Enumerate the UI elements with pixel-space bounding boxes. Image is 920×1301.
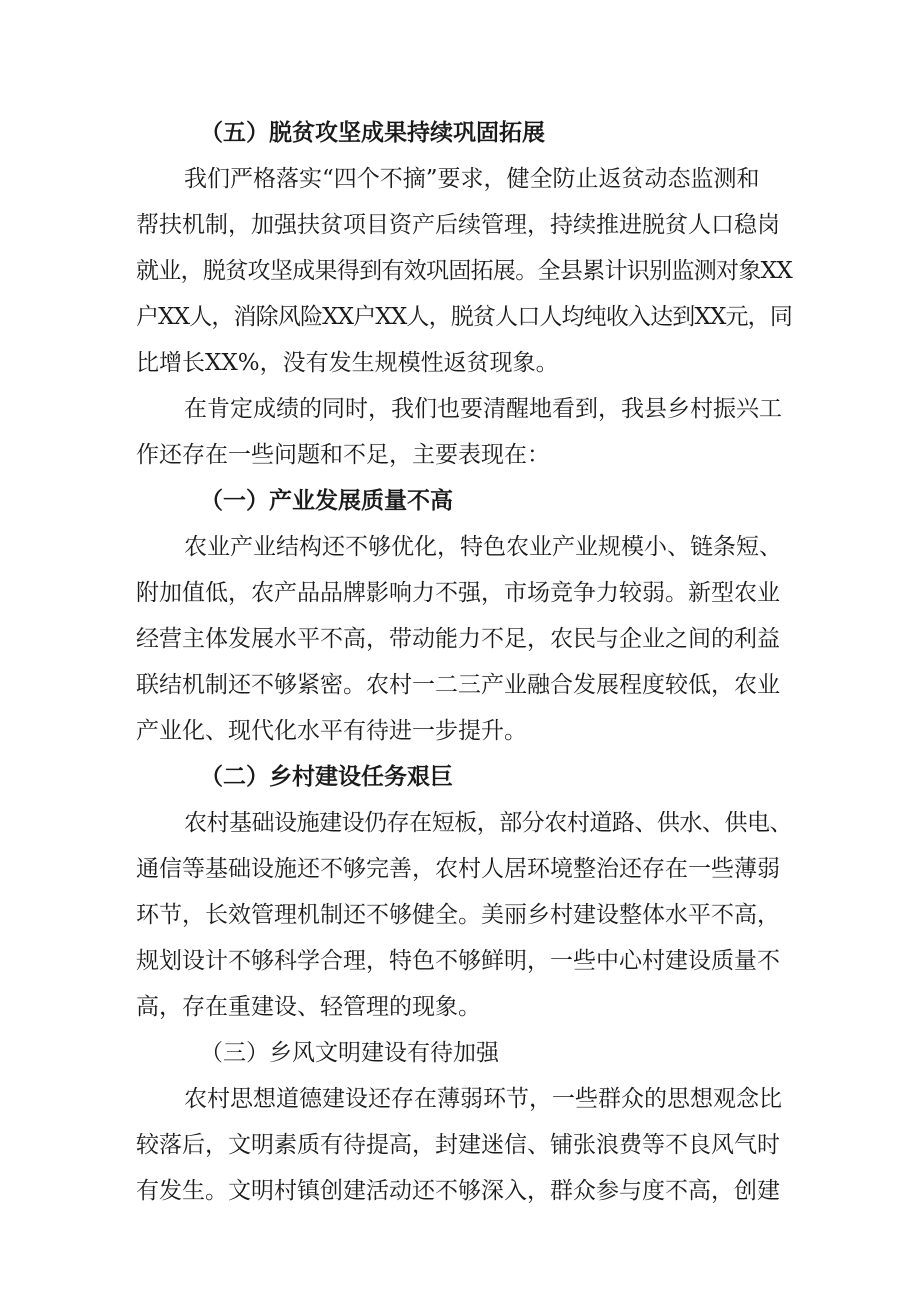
- section-heading: （五）脱贫攻坚成果持续巩固拓展: [200, 119, 545, 146]
- paragraph-line: 联结机制还不够紧密。农村一二三产业融合发展程度较低，农业: [136, 672, 780, 698]
- paragraph-line: 户XX人，消除风险XX户XX人，脱贫人口人均纯收入达到XX元，同: [136, 304, 792, 330]
- paragraph-line: 农村思想道德建设还存在薄弱环节，一些群众的思想观念比: [184, 1086, 782, 1112]
- paragraph-line: 我们严格落实“四个不摘”要求，健全防止返贫动态监测和: [184, 166, 760, 192]
- paragraph-line: 比增长XX%，没有发生规模性返贫现象。: [136, 350, 559, 376]
- paragraph-line: 附加值低，农产品品牌影响力不强，市场竞争力较弱。新型农业: [136, 580, 780, 606]
- paragraph-line: 环节，长效管理机制还不够健全。美丽乡村建设整体水平不高，: [136, 902, 780, 928]
- paragraph-line: 通信等基础设施还不够完善，农村人居环境整治还存在一些薄弱: [136, 856, 780, 882]
- document-body: [136, 110, 792, 1214]
- section-heading: （一）产业发展质量不高: [200, 487, 453, 514]
- paragraph-line: 规划设计不够科学合理，特色不够鲜明，一些中心村建设质量不: [136, 948, 780, 974]
- paragraph-line: 较落后，文明素质有待提高，封建迷信、铺张浪费等不良风气时: [136, 1132, 780, 1158]
- paragraph-line: 农业产业结构还不够优化，特色农业产业规模小、链条短、: [184, 534, 782, 560]
- paragraph-line: 产业化、现代化水平有待进一步提升。: [136, 718, 527, 744]
- paragraph-line: 帮扶机制，加强扶贫项目资产后续管理，持续推进脱贫人口稳岗: [136, 212, 780, 238]
- paragraph-line: 作还存在一些问题和不足，主要表现在：: [136, 442, 550, 468]
- paragraph-line: 在肯定成绩的同时，我们也要清醒地看到，我县乡村振兴工: [184, 396, 782, 422]
- paragraph-line: 经营主体发展水平不高，带动能力不足，农民与企业之间的利益: [136, 626, 780, 652]
- paragraph-line: 高，存在重建设、轻管理的现象。: [136, 994, 481, 1020]
- section-heading: （二）乡村建设任务艰巨: [200, 763, 453, 790]
- paragraph-line: 有发生。文明村镇创建活动还不够深入，群众参与度不高，创建: [136, 1178, 780, 1204]
- section-heading: （三）乡风文明建设有待加强: [200, 1040, 499, 1066]
- paragraph-line: 就业，脱贫攻坚成果得到有效巩固拓展。全县累计识别监测对象XX: [136, 258, 792, 284]
- paragraph-line: 农村基础设施建设仍存在短板，部分农村道路、供水、供电、: [184, 810, 793, 836]
